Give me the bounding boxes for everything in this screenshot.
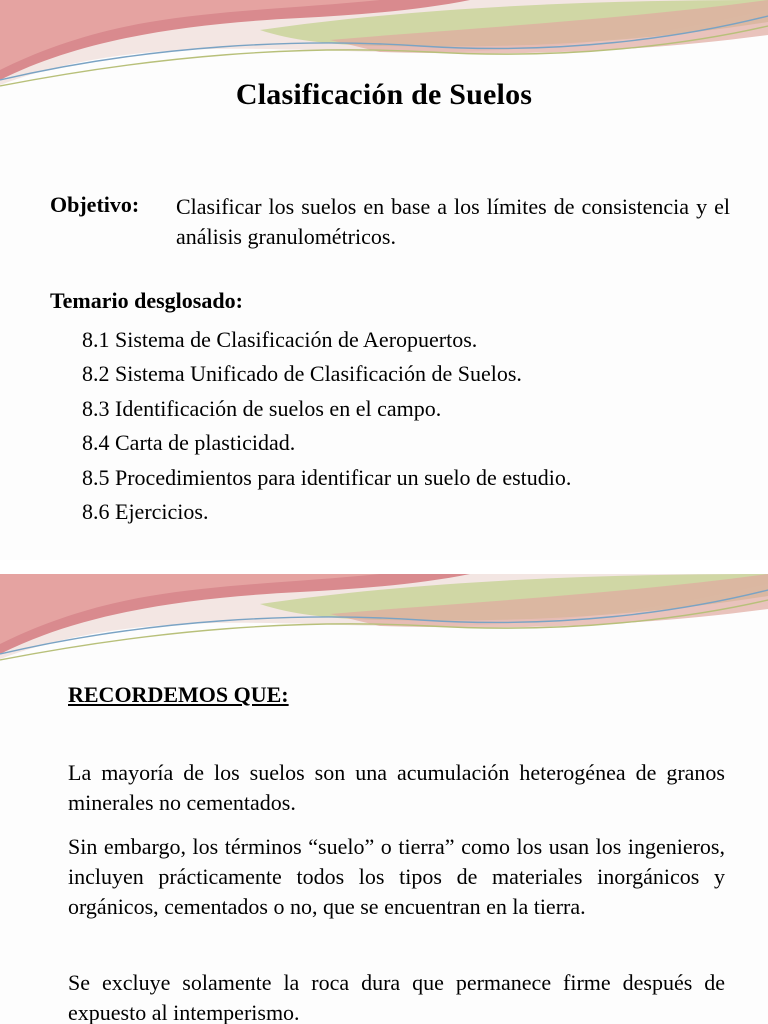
list-item: 8.4 Carta de plasticidad. xyxy=(82,430,296,456)
paragraph: La mayoría de los suelos son una acumulación heterogénea de granos minerales no cementados. xyxy=(68,760,725,815)
temario-heading: Temario desglosado: xyxy=(50,288,243,313)
slide-title: Clasificación de Suelos xyxy=(235,78,533,111)
slide-2 xyxy=(0,560,768,1024)
list-item: 8.3 Identificación de suelos en el campo. xyxy=(82,395,442,421)
list-item: 8.5 Procedimientos para identificar un suelo de estudio. xyxy=(82,464,572,490)
paragraph: Sin embargo, los términos “suelo” o tierra” como los usan los ingenieros, incluyen prácticamente todos los tipos de materiales inorgánicos y orgánicos, cementados o no, que se encuentran en la tierra. xyxy=(68,834,725,919)
list-item: 8.6 Ejercicios. xyxy=(82,498,209,524)
paragraph: Se excluye solamente la roca dura que permanece firme después de expuesto al intemperismo. xyxy=(68,970,725,1024)
list-item: 8.1 Sistema de Clasificación de Aeropuertos. xyxy=(82,327,478,352)
list-item: 8.2 Sistema Unificado de Clasificación de Suelos. xyxy=(82,361,522,387)
temario-list xyxy=(82,323,571,529)
objetivo-text: Clasificar los suelos en base a los límites de consistencia y el análisis granulométricos. xyxy=(176,194,730,249)
decorative-swoosh-header xyxy=(0,574,768,674)
section-heading: RECORDEMOS QUE: xyxy=(68,682,289,707)
objetivo-label: Objetivo: xyxy=(50,192,140,217)
